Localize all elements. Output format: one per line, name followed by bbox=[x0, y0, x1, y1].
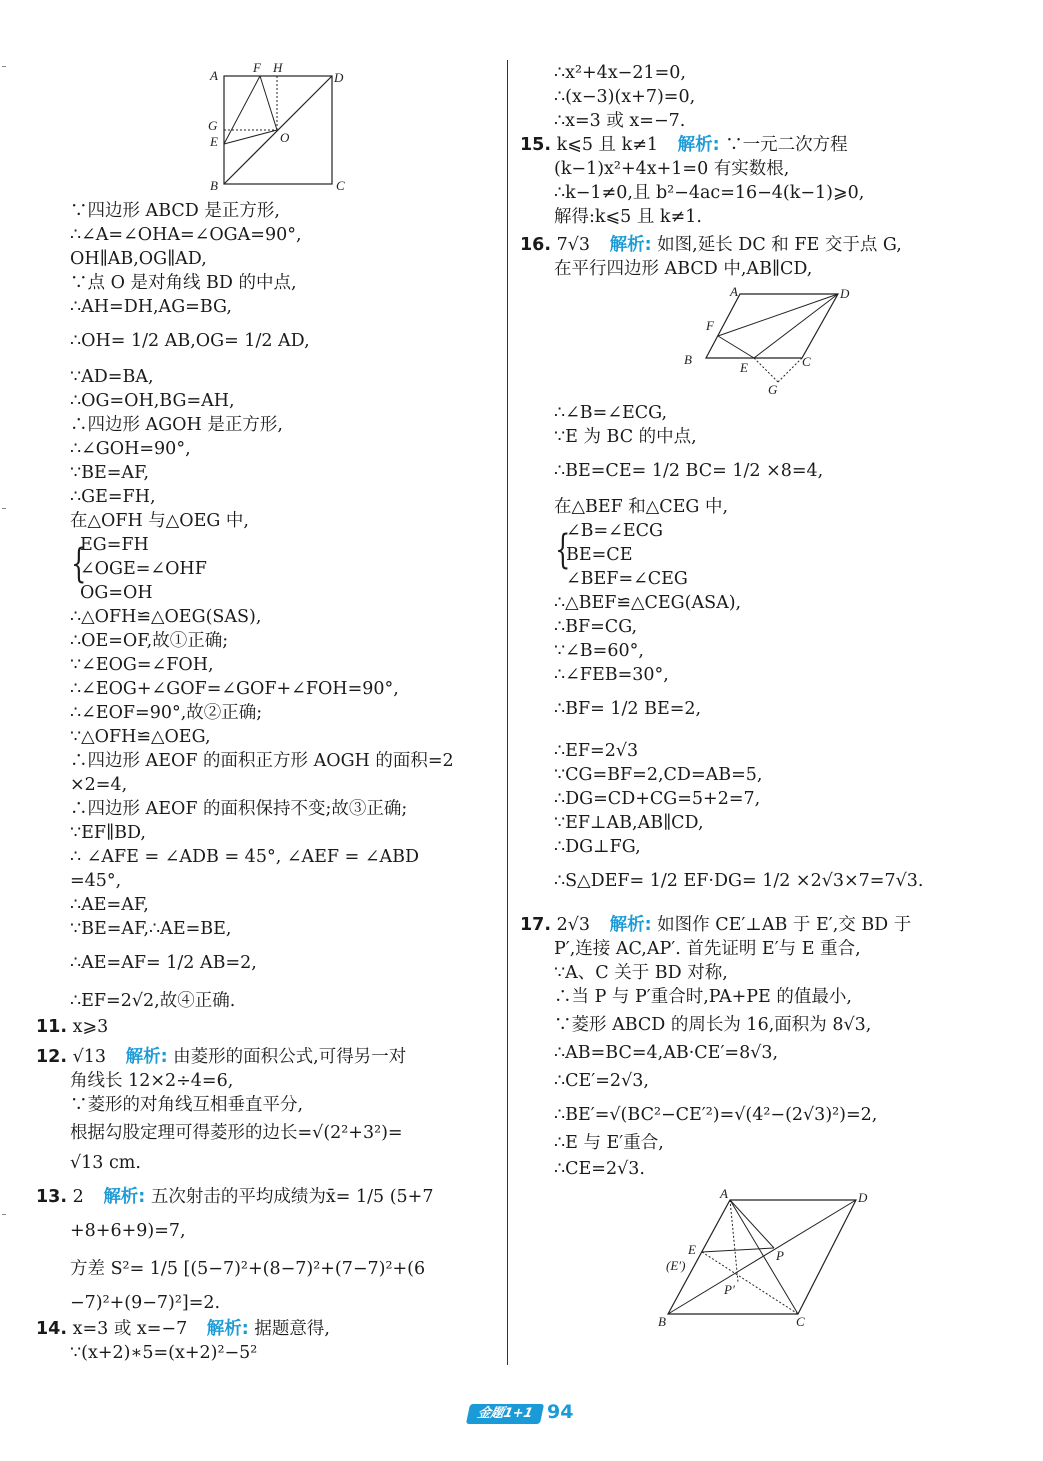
text-line: ∴BE=CE= 1/2 BC= 1/2 ×8=4, bbox=[554, 461, 824, 481]
figure-rhombus bbox=[650, 1182, 880, 1330]
q13-answer: 2 bbox=[72, 1187, 84, 1207]
text-line: ∵菱形的对角线互相垂直平分, bbox=[70, 1095, 304, 1115]
fig3-label: (E′) bbox=[666, 1258, 686, 1273]
text-line: ∴BF= 1/2 BE=2, bbox=[554, 699, 702, 719]
q15-label: 解析: bbox=[677, 135, 720, 155]
q12-line: 由菱形的面积公式,可得另一对 bbox=[173, 1047, 407, 1067]
figure-parallelogram bbox=[678, 282, 858, 402]
fig1-label: H bbox=[273, 60, 283, 75]
q15-number: 15. bbox=[520, 135, 552, 155]
q16-label: 解析: bbox=[609, 235, 652, 255]
text-line: ∵EF⊥AB,AB∥CD, bbox=[554, 813, 704, 833]
text-line: ∴EF=2√3 bbox=[554, 741, 639, 761]
fig2-label: E bbox=[740, 360, 748, 375]
fig2-label: B bbox=[684, 352, 692, 367]
text-line: ∴当 P 与 P′重合时,PA+PE 的值最小, bbox=[554, 987, 852, 1007]
text-line: ∵AD=BA, bbox=[70, 367, 154, 387]
text-line: ∴AH=DH,AG=BG, bbox=[70, 297, 232, 317]
text-line: 解得:k⩽5 且 k≠1. bbox=[554, 207, 702, 227]
text-line: ∴BF=CG, bbox=[554, 617, 638, 637]
text-line: BE=CE bbox=[566, 545, 633, 565]
text-line: (k−1)x²+4x+1=0 有实数根, bbox=[554, 159, 790, 179]
text-line: ∴CE′=2√3, bbox=[554, 1071, 649, 1091]
q14-answer: x=3 或 x=−7 bbox=[72, 1319, 188, 1339]
text-line: ∵CG=BF=2,CD=AB=5, bbox=[554, 765, 763, 785]
text-line: −7)²+(9−7)²]=2. bbox=[70, 1293, 221, 1313]
q15-answer: k⩽5 且 k≠1 bbox=[556, 135, 659, 155]
text-line: ∴S△DEF= 1/2 EF·DG= 1/2 ×2√3×7=7√3. bbox=[554, 871, 924, 891]
fig2-label: A bbox=[730, 284, 738, 299]
edge-mark bbox=[2, 66, 6, 67]
q15-line: ∵一元二次方程 bbox=[725, 135, 848, 155]
q16-line: 如图,延长 DC 和 FE 交于点 G, bbox=[657, 235, 902, 255]
fig1-label: D bbox=[334, 70, 344, 85]
figure-square-abcd bbox=[200, 58, 350, 198]
text-line: ∵BE=AF,∴AE=BE, bbox=[70, 919, 232, 939]
q15 bbox=[520, 134, 848, 156]
text-line: ∴∠B=∠ECG, bbox=[554, 403, 668, 423]
text-line: ∵四边形 ABCD 是正方形, bbox=[70, 201, 280, 221]
fig3-label: P′ bbox=[724, 1282, 735, 1297]
text-line: ∵BE=AF, bbox=[70, 463, 150, 483]
fig1-label: E bbox=[210, 134, 218, 149]
text-line: ∴∠A=∠OHA=∠OGA=90°, bbox=[70, 225, 302, 245]
q17-answer: 2√3 bbox=[556, 915, 591, 935]
text-line: ∴四边形 AEOF 的面积保持不变;故③正确; bbox=[70, 799, 408, 819]
text-line: ∴OE=OF,故①正确; bbox=[70, 631, 229, 651]
brand-logo: 金题1+1 bbox=[466, 1404, 544, 1424]
text-line: ∠B=∠ECG bbox=[566, 521, 663, 541]
fig3-label: A bbox=[720, 1186, 728, 1201]
fig1-label: G bbox=[208, 118, 218, 133]
edge-mark bbox=[2, 508, 6, 509]
q16 bbox=[520, 234, 902, 256]
text-line: ∴∠FEB=30°, bbox=[554, 665, 669, 685]
fig2-label: F bbox=[706, 318, 714, 333]
fig1-label: A bbox=[210, 68, 218, 83]
text-line: ∵A、C 关于 BD 对称, bbox=[554, 963, 728, 983]
text-line: +8+6+9)=7, bbox=[70, 1221, 186, 1241]
q13 bbox=[36, 1186, 433, 1208]
q14-line: 据题意得, bbox=[254, 1319, 330, 1339]
text-line: ∴AB=BC=4,AB·CE′=8√3, bbox=[554, 1043, 779, 1063]
q12-number: 12. bbox=[36, 1047, 68, 1067]
text-line: =45°, bbox=[70, 871, 122, 891]
text-line: ∴OG=OH,BG=AH, bbox=[70, 391, 235, 411]
q16-number: 16. bbox=[520, 235, 552, 255]
q11-answer: x⩾3 bbox=[72, 1017, 109, 1037]
q14 bbox=[36, 1318, 330, 1340]
text-line: OH∥AB,OG∥AD, bbox=[70, 249, 207, 269]
fig3-label: E bbox=[688, 1242, 696, 1257]
fig3-label: B bbox=[658, 1314, 666, 1329]
text-line: ∴AE=AF, bbox=[70, 895, 149, 915]
text-line: OG=OH bbox=[80, 583, 153, 603]
fig1-label: O bbox=[280, 130, 290, 145]
text-line: ∴E 与 E′重合, bbox=[554, 1133, 664, 1153]
q17-label: 解析: bbox=[609, 915, 652, 935]
text-line: ∴四边形 AGOH 是正方形, bbox=[70, 415, 283, 435]
text-line: ∵(x+2)∗5=(x+2)²−5² bbox=[70, 1343, 258, 1363]
text-line: ∴GE=FH, bbox=[70, 487, 156, 507]
text-line: ∴OH= 1/2 AB,OG= 1/2 AD, bbox=[70, 331, 310, 351]
text-line: ∴x=3 或 x=−7. bbox=[554, 111, 686, 131]
text-line: EG=FH bbox=[80, 535, 149, 555]
fig2-label: C bbox=[802, 354, 811, 369]
brace: { bbox=[71, 541, 87, 587]
text-line: P′,连接 AC,AP′. 首先证明 E′与 E 重合, bbox=[554, 939, 861, 959]
text-line: ∴x²+4x−21=0, bbox=[554, 63, 686, 83]
text-line: √13 cm. bbox=[70, 1153, 141, 1173]
q13-label: 解析: bbox=[103, 1187, 146, 1207]
q12-answer: √13 bbox=[72, 1047, 107, 1067]
text-line: ∴DG⊥FG, bbox=[554, 837, 641, 857]
q17-number: 17. bbox=[520, 915, 552, 935]
text-line: ∵∠B=60°, bbox=[554, 641, 644, 661]
column-divider bbox=[507, 60, 508, 1365]
q12 bbox=[36, 1046, 406, 1068]
fig1-label: C bbox=[336, 178, 345, 193]
fig1-label: F bbox=[253, 60, 261, 75]
q17-line: 如图作 CE′⊥AB 于 E′,交 BD 于 bbox=[657, 915, 912, 935]
page-number: 94 bbox=[547, 1401, 574, 1423]
q13-line: 五次射击的平均成绩为x̄= 1/5 (5+7 bbox=[150, 1187, 434, 1207]
text-line: 在△OFH 与△OEG 中, bbox=[70, 511, 249, 531]
text-line: ∴(x−3)(x+7)=0, bbox=[554, 87, 696, 107]
text-line: ∴∠EOF=90°,故②正确; bbox=[70, 703, 263, 723]
edge-mark bbox=[2, 1214, 6, 1215]
q14-number: 14. bbox=[36, 1319, 68, 1339]
fig3-label: P bbox=[776, 1248, 784, 1263]
fig2-label: G bbox=[768, 382, 778, 397]
text-line: ∴△OFH≌△OEG(SAS), bbox=[70, 607, 262, 627]
fig1-label: B bbox=[210, 178, 218, 193]
text-line: ∵E 为 BC 的中点, bbox=[554, 427, 697, 447]
text-line: ∴BE′=√(BC²−CE′²)=√(4²−(2√3)²)=2, bbox=[554, 1105, 878, 1125]
text-line: ∴CE=2√3. bbox=[554, 1159, 645, 1179]
fig3-label: C bbox=[796, 1314, 805, 1329]
fig2-label: D bbox=[840, 286, 850, 301]
q11-number: 11. bbox=[36, 1017, 68, 1037]
text-line: ∴DG=CD+CG=5+2=7, bbox=[554, 789, 761, 809]
q12-label: 解析: bbox=[125, 1047, 168, 1067]
text-line: 角线长 12×2÷4=6, bbox=[70, 1071, 234, 1091]
text-line: ∠OGE=∠OHF bbox=[80, 559, 207, 579]
text-line: ∴ ∠AFE = ∠ADB = 45°, ∠AEF = ∠ABD bbox=[70, 847, 420, 867]
text-line: ∠BEF=∠CEG bbox=[566, 569, 688, 589]
text-line: ∵点 O 是对角线 BD 的中点, bbox=[70, 273, 297, 293]
text-line: ×2=4, bbox=[70, 775, 128, 795]
text-line: ∴AE=AF= 1/2 AB=2, bbox=[70, 953, 257, 973]
text-line: ∴四边形 AEOF 的面积正方形 AOGH 的面积=2 bbox=[70, 751, 454, 771]
text-line: ∵菱形 ABCD 的周长为 16,面积为 8√3, bbox=[554, 1015, 872, 1035]
text-line: ∵EF∥BD, bbox=[70, 823, 146, 843]
q11 bbox=[36, 1016, 108, 1038]
text-line: ∵△OFH≌△OEG, bbox=[70, 727, 211, 747]
text-line: ∴k−1≠0,且 b²−4ac=16−4(k−1)⩾0, bbox=[554, 183, 865, 203]
fig3-label: D bbox=[858, 1190, 868, 1205]
text-line: 方差 S²= 1/5 [(5−7)²+(8−7)²+(7−7)²+(6 bbox=[70, 1259, 426, 1279]
text-line: ∵∠EOG=∠FOH, bbox=[70, 655, 214, 675]
q17 bbox=[520, 914, 911, 936]
text-line: 在△BEF 和△CEG 中, bbox=[554, 497, 729, 517]
text-line: ∴△BEF≌△CEG(ASA), bbox=[554, 593, 742, 613]
text-line: ∴∠GOH=90°, bbox=[70, 439, 191, 459]
text-line: 根据勾股定理可得菱形的边长=√(2²+3²)= bbox=[70, 1123, 403, 1143]
brace: { bbox=[555, 527, 571, 573]
text-line: ∴EF=2√2,故④正确. bbox=[70, 991, 236, 1011]
q13-number: 13. bbox=[36, 1187, 68, 1207]
text-line: ∴∠EOG+∠GOF=∠GOF+∠FOH=90°, bbox=[70, 679, 399, 699]
q14-label: 解析: bbox=[206, 1319, 249, 1339]
q16-answer: 7√3 bbox=[556, 235, 591, 255]
text-line: 在平行四边形 ABCD 中,AB∥CD, bbox=[554, 259, 813, 279]
